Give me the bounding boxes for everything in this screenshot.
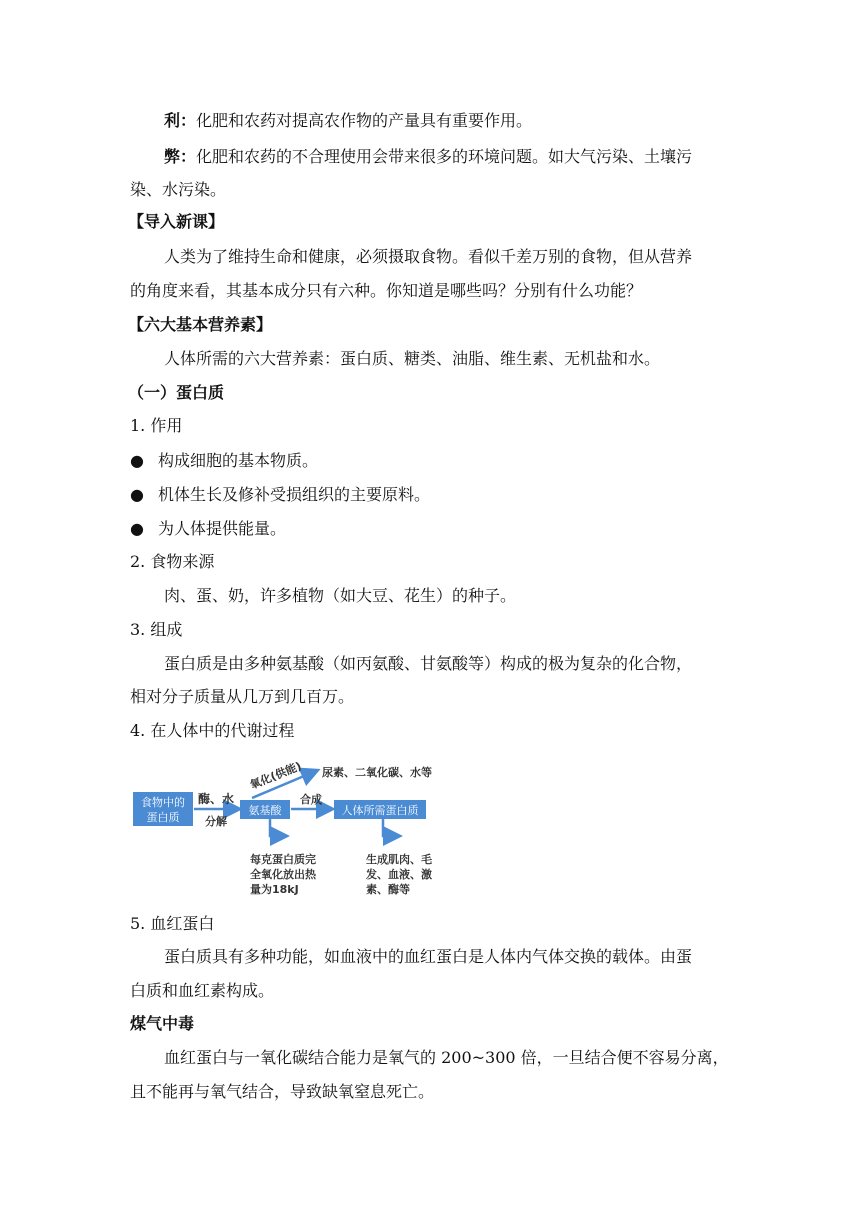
section-1-title: 1. 作用 — [130, 416, 183, 435]
bullet-item-3 — [130, 518, 286, 540]
uses-label-3: 素、酶等 — [366, 883, 410, 896]
food-protein-label-1: 食物中的 — [141, 796, 185, 809]
protein-heading: （一）蛋白质 — [128, 383, 225, 402]
six-heading: 【六大基本营养素】 — [128, 315, 273, 334]
section-5-title: 5. 血红蛋白 — [130, 914, 215, 933]
bullet-icon: ● — [130, 451, 144, 470]
text-li: 化肥和农药对提高农作物的产量具有重要作用。 — [196, 111, 533, 130]
section-3-line-1: 蛋白质是由多种氨基酸（如丙氨酸、甘氨酸等）构成的极为复杂的化合物， — [164, 654, 693, 673]
products-label: 尿素、二氧化碳、水等 — [322, 766, 432, 779]
section-5-line-2: 白质和血红素构成。 — [130, 981, 275, 1000]
section-5-line-1: 蛋白质具有多种功能，如血液中的血红蛋白是人体内气体交换的载体。由蛋 — [164, 947, 693, 966]
paragraph-li — [164, 110, 532, 132]
uses-arrow — [383, 819, 398, 836]
heat-label-2: 全氧化放出热 — [250, 868, 316, 881]
section-3-title: 3. 组成 — [130, 620, 183, 639]
body-protein-label: 人体所需蛋白质 — [341, 804, 419, 817]
uses-label-2: 发、血液、激 — [366, 868, 432, 881]
co-line-2: 且不能再与氧气结合，导致缺氧窒息死亡。 — [130, 1082, 435, 1101]
synthesis-label: 合成 — [300, 793, 322, 806]
bullet-text-3: 为人体提供能量。 — [158, 519, 287, 538]
paragraph-bi — [164, 146, 692, 168]
label-bi: 弊： — [164, 147, 197, 166]
heat-arrow — [270, 819, 285, 836]
enzyme-water-label: 酶、水 — [197, 792, 235, 806]
intro-heading: 【导入新课】 — [128, 212, 225, 231]
intro-line-1: 人类为了维持生命和健康，必须摄取食物。看似千差万别的食物，但从营养 — [164, 247, 693, 266]
section-4-title: 4. 在人体中的代谢过程 — [130, 721, 295, 740]
metabolism-diagram — [130, 752, 460, 902]
heat-label-3: 量为18kJ — [250, 883, 299, 896]
amino-acid-label: 氨基酸 — [248, 804, 282, 817]
six-line: 人体所需的六大营养素：蛋白质、糖类、油脂、维生素、无机盐和水。 — [164, 349, 661, 368]
uses-label-1: 生成肌肉、毛 — [366, 853, 432, 866]
section-2-title: 2. 食物来源 — [130, 552, 215, 571]
section-3-line-2: 相对分子质量从几万到几百万。 — [130, 687, 355, 706]
decompose-label: 分解 — [205, 815, 227, 828]
bullet-item-2 — [130, 484, 430, 506]
bullet-text-2: 机体生长及修补受损组织的主要原料。 — [158, 485, 431, 504]
text-bi: 化肥和农药的不合理使用会带来很多的环境问题。如大气污染、土壤污 — [196, 147, 693, 166]
food-protein-label-2: 蛋白质 — [146, 811, 180, 824]
paragraph-bi-cont: 染、水污染。 — [130, 180, 227, 199]
intro-line-2: 的角度来看，其基本成分只有六种。你知道是哪些吗？分别有什么功能？ — [130, 281, 643, 300]
heat-label-1: 每克蛋白质完 — [250, 853, 316, 866]
oxidize-label: 氧化(供能) — [248, 759, 304, 792]
label-li: 利： — [164, 111, 197, 130]
bullet-icon: ● — [130, 519, 144, 538]
section-2-text: 肉、蛋、奶，许多植物（如大豆、花生）的种子。 — [164, 586, 517, 605]
bullet-icon: ● — [130, 485, 144, 504]
co-line-1: 血红蛋白与一氧化碳结合能力是氧气的 200~300 倍，一旦结合便不容易分离， — [164, 1048, 729, 1067]
bullet-text-1: 构成细胞的基本物质。 — [158, 451, 319, 470]
co-heading: 煤气中毒 — [130, 1014, 195, 1033]
bullet-item-1 — [130, 450, 318, 472]
